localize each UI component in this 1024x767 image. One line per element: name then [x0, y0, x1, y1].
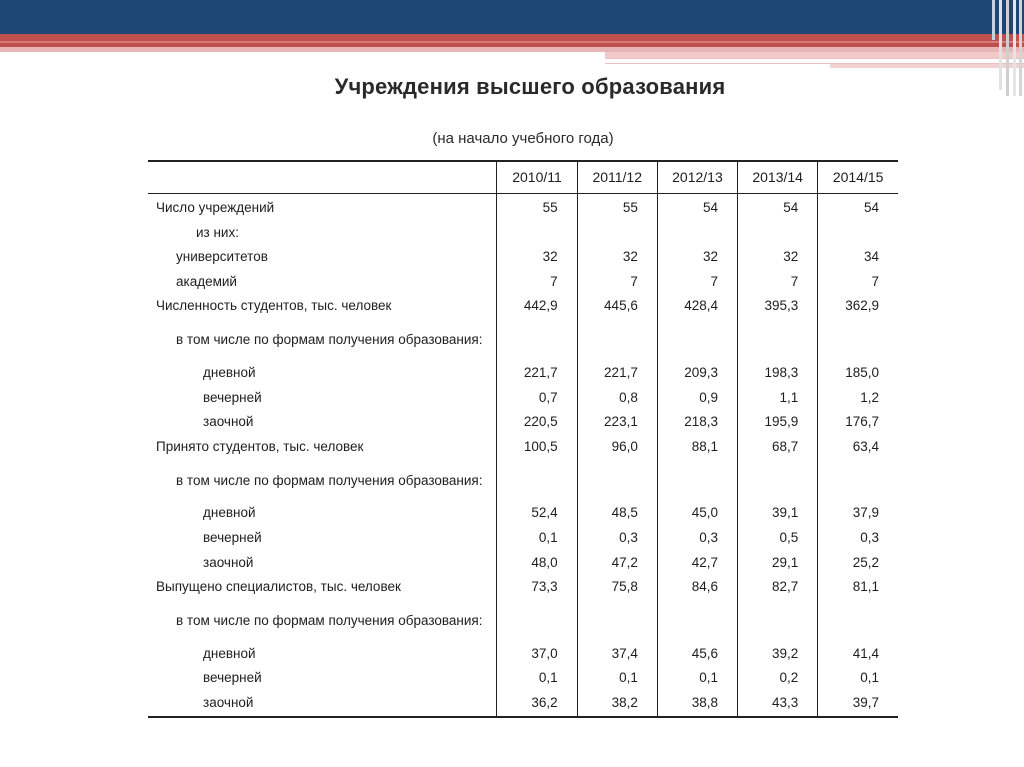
- table-row: [148, 642, 898, 667]
- value-cell: 32: [738, 245, 818, 270]
- value-cell: [738, 459, 818, 501]
- value-cell: 442,9: [497, 294, 577, 319]
- table-row: [148, 386, 898, 411]
- value-cell: [738, 600, 818, 642]
- value-cell: [738, 221, 818, 246]
- header-year-cell: 2010/11: [497, 161, 577, 194]
- value-cell: [657, 319, 737, 361]
- value-cell: [818, 600, 898, 642]
- row-label: Выпущено специалистов, тыс. человек: [156, 579, 401, 595]
- value-cell: 38,2: [577, 691, 657, 717]
- value-cell: 38,8: [657, 691, 737, 717]
- data-table: [148, 160, 898, 718]
- value-cell: 0,5: [738, 526, 818, 551]
- value-cell: 75,8: [577, 575, 657, 600]
- value-cell: [818, 459, 898, 501]
- table-row: [148, 194, 898, 221]
- value-cell: 185,0: [818, 361, 898, 386]
- value-cell: [497, 459, 577, 501]
- row-label: Число учреждений: [156, 200, 275, 215]
- value-cell: 198,3: [738, 361, 818, 386]
- value-cell: [657, 221, 737, 246]
- value-cell: [818, 221, 898, 246]
- value-cell: [497, 600, 577, 642]
- header-year-cell: 2011/12: [577, 161, 657, 194]
- value-cell: 54: [818, 194, 898, 221]
- value-cell: 176,7: [818, 410, 898, 435]
- row-label: дневной: [203, 505, 256, 521]
- value-cell: 34: [818, 245, 898, 270]
- table-row: [148, 435, 898, 460]
- table-row: [148, 551, 898, 576]
- value-cell: 0,1: [577, 666, 657, 691]
- table-row: [148, 600, 898, 642]
- value-cell: [577, 459, 657, 501]
- row-label: заочной: [203, 694, 254, 710]
- value-cell: 47,2: [577, 551, 657, 576]
- row-label: в том числе по формам получения образования:: [176, 332, 483, 348]
- header-year-cell: 2013/14: [738, 161, 818, 194]
- value-cell: [497, 221, 577, 246]
- row-label: университетов: [176, 249, 268, 265]
- value-cell: 218,3: [657, 410, 737, 435]
- row-label: вечерней: [203, 529, 262, 545]
- header-label-cell: [148, 161, 497, 194]
- value-cell: [577, 600, 657, 642]
- row-label: заочной: [203, 554, 254, 570]
- value-cell: 55: [497, 194, 577, 221]
- value-cell: 362,9: [818, 294, 898, 319]
- value-cell: 37,4: [577, 642, 657, 667]
- row-label: академий: [176, 273, 237, 289]
- value-cell: 37,9: [818, 501, 898, 526]
- value-cell: 0,1: [818, 666, 898, 691]
- value-cell: 395,3: [738, 294, 818, 319]
- value-cell: 68,7: [738, 435, 818, 460]
- value-cell: 32: [657, 245, 737, 270]
- value-cell: 428,4: [657, 294, 737, 319]
- value-cell: [577, 221, 657, 246]
- header-year-cell: 2012/13: [657, 161, 737, 194]
- table-row: [148, 691, 898, 717]
- value-cell: [818, 319, 898, 361]
- value-cell: 45,6: [657, 642, 737, 667]
- value-cell: 39,7: [818, 691, 898, 717]
- row-label: Принято студентов, тыс. человек: [156, 438, 364, 454]
- row-label: из них:: [196, 224, 239, 240]
- value-cell: 7: [818, 270, 898, 295]
- value-cell: 1,1: [738, 386, 818, 411]
- value-cell: 100,5: [497, 435, 577, 460]
- value-cell: 1,2: [818, 386, 898, 411]
- page-title: Учреждения высшего образования: [334, 74, 726, 99]
- table-row: [148, 245, 898, 270]
- value-cell: 32: [497, 245, 577, 270]
- value-cell: 82,7: [738, 575, 818, 600]
- value-cell: 52,4: [497, 501, 577, 526]
- row-label: вечерней: [203, 389, 262, 405]
- value-cell: 223,1: [577, 410, 657, 435]
- table-row: [148, 270, 898, 295]
- table-row: [148, 221, 898, 246]
- page-subtitle: (на начало учебного года): [432, 130, 614, 147]
- value-cell: 7: [497, 270, 577, 295]
- value-cell: 63,4: [818, 435, 898, 460]
- table-row: [148, 526, 898, 551]
- value-cell: 55: [577, 194, 657, 221]
- value-cell: 209,3: [657, 361, 737, 386]
- table-row: [148, 294, 898, 319]
- value-cell: [657, 459, 737, 501]
- value-cell: 88,1: [657, 435, 737, 460]
- table-row: [148, 501, 898, 526]
- value-cell: 96,0: [577, 435, 657, 460]
- row-label: в том числе по формам получения образования:: [176, 613, 483, 629]
- value-cell: 195,9: [738, 410, 818, 435]
- value-cell: 7: [657, 270, 737, 295]
- value-cell: 73,3: [497, 575, 577, 600]
- row-label: в том числе по формам получения образования:: [176, 472, 483, 488]
- header-year-cell: 2014/15: [818, 161, 898, 194]
- value-cell: 220,5: [497, 410, 577, 435]
- value-cell: 0,9: [657, 386, 737, 411]
- table-row: [148, 361, 898, 386]
- value-cell: 84,6: [657, 575, 737, 600]
- value-cell: 39,1: [738, 501, 818, 526]
- value-cell: 0,3: [577, 526, 657, 551]
- value-cell: 39,2: [738, 642, 818, 667]
- table-row: [148, 319, 898, 361]
- value-cell: 0,1: [497, 666, 577, 691]
- value-cell: 41,4: [818, 642, 898, 667]
- table-row: [148, 410, 898, 435]
- table-row: [148, 575, 898, 600]
- value-cell: 0,8: [577, 386, 657, 411]
- value-cell: 221,7: [497, 361, 577, 386]
- value-cell: 0,3: [657, 526, 737, 551]
- value-cell: [497, 319, 577, 361]
- row-label: заочной: [203, 414, 254, 430]
- value-cell: [738, 319, 818, 361]
- header-bar-line: [0, 41, 1024, 43]
- value-cell: 7: [577, 270, 657, 295]
- value-cell: 0,3: [818, 526, 898, 551]
- row-label: дневной: [203, 645, 256, 661]
- header-bar-navy: [0, 0, 1024, 34]
- value-cell: 0,1: [657, 666, 737, 691]
- value-cell: 7: [738, 270, 818, 295]
- value-cell: 32: [577, 245, 657, 270]
- value-cell: 29,1: [738, 551, 818, 576]
- row-label: вечерней: [203, 670, 262, 686]
- row-label: дневной: [203, 364, 256, 380]
- value-cell: 81,1: [818, 575, 898, 600]
- value-cell: 37,0: [497, 642, 577, 667]
- value-cell: 25,2: [818, 551, 898, 576]
- value-cell: 0,7: [497, 386, 577, 411]
- value-cell: 42,7: [657, 551, 737, 576]
- table-body: [148, 194, 898, 717]
- table-row: [148, 459, 898, 501]
- value-cell: [657, 600, 737, 642]
- value-cell: 0,2: [738, 666, 818, 691]
- row-label: Численность студентов, тыс. человек: [156, 298, 392, 314]
- value-cell: 445,6: [577, 294, 657, 319]
- value-cell: 45,0: [657, 501, 737, 526]
- value-cell: [577, 319, 657, 361]
- value-cell: 54: [738, 194, 818, 221]
- value-cell: 54: [657, 194, 737, 221]
- value-cell: 0,1: [497, 526, 577, 551]
- value-cell: 221,7: [577, 361, 657, 386]
- value-cell: 36,2: [497, 691, 577, 717]
- table-header-row: [148, 161, 898, 194]
- value-cell: 48,5: [577, 501, 657, 526]
- table-row: [148, 666, 898, 691]
- value-cell: 48,0: [497, 551, 577, 576]
- value-cell: 43,3: [738, 691, 818, 717]
